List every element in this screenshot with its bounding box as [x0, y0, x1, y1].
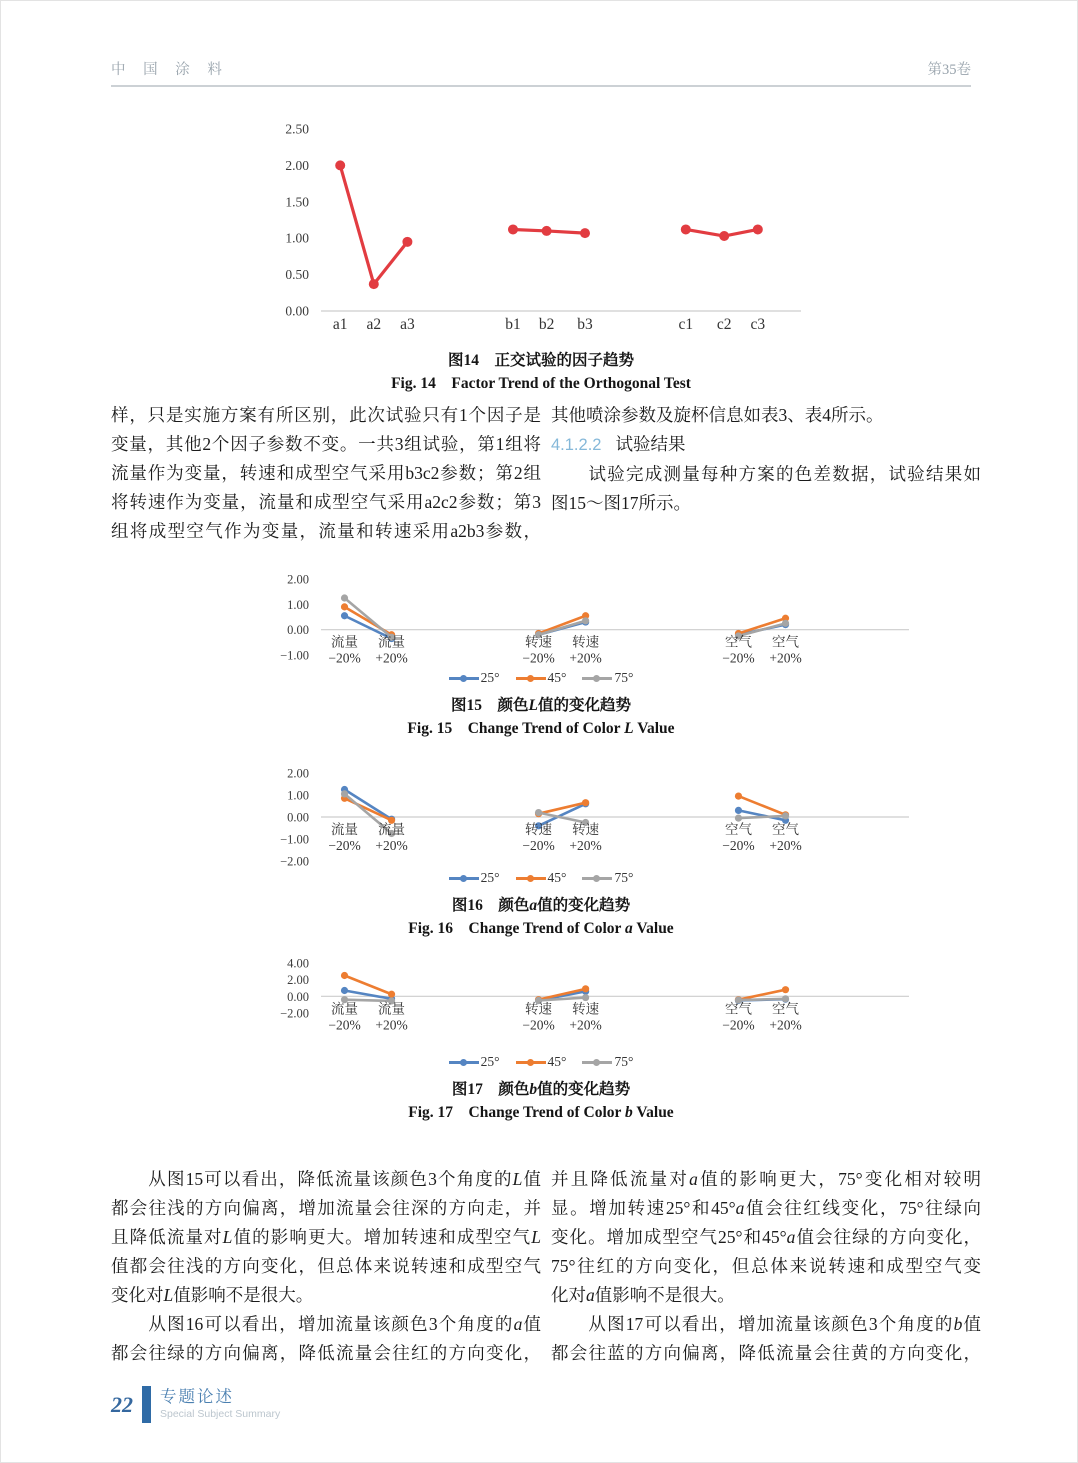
- figure-17: [111, 947, 971, 1124]
- legend-label: 45°: [547, 670, 567, 685]
- text-line: 样，只是实施方案有所区别，此次试验只有1个因子是: [111, 405, 541, 425]
- figure-16: [111, 759, 971, 940]
- legend-item: [582, 870, 633, 886]
- y-tick-label: 1.50: [285, 194, 309, 210]
- text-line: 从图16可以看出，增加流量该颜色3个角度的a值: [111, 1314, 542, 1334]
- y-tick-label: 2.00: [287, 572, 309, 587]
- legend-label: 45°: [547, 870, 567, 885]
- data-point: [508, 224, 518, 234]
- y-tick-label: −2.00: [280, 1006, 309, 1021]
- legend-marker-icon: [516, 1059, 546, 1066]
- x-tick-label: 空气: [724, 1001, 752, 1017]
- x-tick-label: 转速: [572, 1001, 600, 1017]
- legend-dot: [527, 675, 534, 682]
- x-tick-label: c2: [716, 316, 732, 333]
- column-right-bottom: [551, 1165, 981, 1368]
- legend-item: [582, 1054, 633, 1070]
- figure-15: [111, 563, 971, 740]
- y-tick-label: 4.00: [287, 956, 309, 971]
- x-tick-label: c3: [750, 316, 766, 333]
- data-point: [542, 226, 552, 236]
- footer-section: [160, 1386, 280, 1421]
- column-left-bottom: [111, 1165, 541, 1368]
- legend-label: 75°: [614, 1054, 634, 1069]
- x-tick-label: 流量: [378, 634, 406, 650]
- fig15-plot: [241, 563, 941, 667]
- data-point: [341, 594, 348, 601]
- y-tick-label: 0.00: [287, 623, 309, 638]
- legend-marker-icon: [516, 675, 546, 682]
- section-title: 试验结果: [615, 434, 686, 454]
- x-tick-label: −20%: [328, 1017, 361, 1033]
- data-point: [341, 790, 348, 797]
- data-point: [582, 994, 589, 1001]
- fig16-legend: [111, 867, 971, 889]
- x-tick-label: −20%: [722, 1017, 755, 1033]
- text-line: 组将成型空气作为变量，流量和转速采用a2b3参数，: [111, 521, 541, 541]
- x-tick-label: 流量: [331, 1001, 359, 1017]
- data-point: [402, 237, 412, 247]
- y-tick-label: 0.00: [287, 989, 309, 1004]
- data-point: [341, 972, 348, 979]
- y-tick-label: 1.00: [285, 230, 309, 246]
- fig14-caption-cn: 图14 正交试验的因子趋势: [447, 352, 634, 369]
- text-line: 将转速作为变量，流量和成型空气采用a2c2参数；第3: [111, 492, 541, 512]
- x-tick-label: 转速: [525, 1001, 553, 1017]
- section-heading: [551, 430, 981, 460]
- legend-label: 75°: [614, 670, 634, 685]
- fig17-caption-en: Fig. 17 Change Trend of Color b Value: [408, 1104, 674, 1121]
- x-tick-label: +20%: [769, 1017, 802, 1033]
- fig16-caption-en: Fig. 16 Change Trend of Color a Value: [408, 920, 674, 937]
- text-line: 变化。增加成型空气25°和45°a值会往绿的方向变化，: [551, 1227, 982, 1247]
- x-tick-label: 空气: [724, 634, 752, 650]
- fig17-caption-cn: 图17 颜色b值的变化趋势: [451, 1081, 631, 1098]
- series-line: [345, 598, 392, 637]
- fig15-caption-en: Fig. 15 Change Trend of Color L Value: [407, 720, 675, 737]
- data-point: [582, 799, 589, 806]
- fig15-chart: [241, 563, 971, 667]
- legend-dot: [527, 1059, 534, 1066]
- text-line: 从图17可以看出，增加流量该颜色3个角度的b值: [551, 1314, 982, 1334]
- x-tick-label: +20%: [375, 838, 408, 853]
- data-point: [753, 224, 763, 234]
- x-tick-label: 空气: [772, 822, 800, 837]
- legend-label: 45°: [547, 1054, 567, 1069]
- x-tick-label: +20%: [569, 1017, 602, 1033]
- fig16-caption-cn: 图16 颜色a值的变化趋势: [451, 897, 631, 914]
- text-line: 从图15可以看出，降低流量该颜色3个角度的L值: [111, 1169, 542, 1189]
- x-tick-label: a2: [366, 316, 382, 333]
- legend-dot: [593, 1059, 600, 1066]
- section-number: 4.1.2.2: [551, 436, 602, 454]
- x-tick-label: 转速: [525, 822, 553, 837]
- volume-label: 第35卷: [927, 62, 971, 78]
- series-line: [539, 621, 586, 635]
- data-point: [735, 807, 742, 814]
- x-tick-label: 空气: [772, 634, 800, 650]
- x-tick-label: −20%: [522, 1017, 555, 1033]
- legend-item: [449, 1054, 500, 1070]
- legend-item: [516, 670, 567, 686]
- legend-marker-icon: [582, 675, 612, 682]
- x-tick-label: 流量: [331, 822, 359, 837]
- fig15-caption-cn: 图15 颜色L值的变化趋势: [451, 697, 631, 714]
- text-line: 变量，其他2个因子参数不变。一共3组试验，第1组将: [111, 434, 541, 454]
- data-point: [735, 793, 742, 800]
- page-footer: [111, 1386, 280, 1424]
- y-tick-label: 0.50: [285, 267, 309, 283]
- data-point: [782, 812, 789, 819]
- journal-title: 中 国 涂 料: [111, 62, 229, 78]
- text-line: 图15～图17所示。: [551, 493, 691, 513]
- legend-item: [449, 670, 500, 686]
- x-tick-label: c1: [678, 316, 694, 333]
- text-line: 试验完成测量每种方案的色差数据，试验结果如: [551, 464, 981, 484]
- data-point: [335, 160, 345, 170]
- y-tick-label: 0.00: [285, 303, 309, 319]
- legend-marker-icon: [582, 1059, 612, 1066]
- legend-label: 25°: [480, 1054, 500, 1069]
- x-tick-label: 转速: [525, 634, 553, 650]
- column-right-top: [551, 401, 981, 518]
- footer-section-en: Special Subject Summary: [160, 1408, 281, 1420]
- text-line: 显。增加转速25°和45°a值会往红线变化，75°往绿向: [551, 1198, 982, 1218]
- fig16-chart: [241, 759, 971, 867]
- legend-marker-icon: [582, 875, 612, 882]
- data-point: [341, 987, 348, 994]
- fig17-legend: [111, 1051, 971, 1073]
- legend-dot: [593, 875, 600, 882]
- fig15-legend: [111, 667, 971, 689]
- data-point: [735, 815, 742, 822]
- legend-dot: [460, 675, 467, 682]
- page-header: [111, 55, 971, 87]
- x-tick-label: +20%: [375, 650, 408, 666]
- series-line: [340, 165, 407, 284]
- x-tick-label: 流量: [331, 634, 359, 650]
- fig14-chart: [231, 109, 971, 344]
- data-point: [388, 991, 395, 998]
- y-tick-label: 1.00: [287, 597, 309, 612]
- x-tick-label: b2: [538, 316, 555, 333]
- fig14-caption-en: Fig. 14 Factor Trend of the Orthogonal Test: [391, 375, 691, 392]
- y-tick-label: 2.00: [287, 973, 309, 988]
- y-tick-label: −1.00: [280, 648, 309, 663]
- y-tick-label: −2.00: [280, 854, 309, 867]
- x-tick-label: b1: [505, 316, 521, 333]
- figure-14: [111, 109, 971, 395]
- data-point: [782, 620, 789, 627]
- footer-section-cn: 专题论述: [160, 1387, 234, 1406]
- x-tick-label: a3: [400, 316, 415, 333]
- data-point: [582, 985, 589, 992]
- data-point: [369, 279, 379, 289]
- text-line: 都会往蓝的方向偏离，降低流量会往黄的方向变化，: [551, 1343, 981, 1363]
- x-tick-label: −20%: [522, 838, 555, 853]
- x-tick-label: +20%: [569, 838, 602, 853]
- text-line: 并且降低流量对a值的影响更大，75°变化相对较明: [551, 1169, 982, 1189]
- legend-label: 25°: [480, 670, 500, 685]
- x-tick-label: +20%: [769, 838, 802, 853]
- x-tick-label: 空气: [772, 1001, 800, 1017]
- x-tick-label: a1: [332, 316, 348, 333]
- x-tick-label: −20%: [328, 838, 361, 853]
- legend-label: 75°: [614, 870, 634, 885]
- paragraph: [551, 460, 981, 518]
- legend-dot: [460, 1059, 467, 1066]
- text-line: 75°往红的方向变化，但总体来说转速和成型空气变: [551, 1256, 981, 1276]
- legend-item: [516, 1054, 567, 1070]
- page-number: 22: [111, 1392, 133, 1417]
- y-tick-label: −1.00: [280, 832, 309, 847]
- data-point: [535, 809, 542, 816]
- text-line: 其他喷涂参数及旋杯信息如表3、表4所示。: [551, 405, 884, 425]
- x-tick-label: b3: [577, 316, 593, 333]
- legend-marker-icon: [449, 1059, 479, 1066]
- data-point: [580, 228, 590, 238]
- legend-marker-icon: [516, 875, 546, 882]
- x-tick-label: 转速: [572, 634, 600, 650]
- data-point: [719, 231, 729, 241]
- x-tick-label: 流量: [378, 1001, 406, 1017]
- text-line: 且降低流量对L值的影响更大。增加转速和成型空气L: [111, 1227, 542, 1247]
- text-line: 化对a值影响不是很大。: [551, 1285, 735, 1305]
- x-tick-label: +20%: [569, 650, 602, 666]
- legend-item: [449, 870, 500, 886]
- x-tick-label: −20%: [722, 838, 755, 853]
- text-line: 流量作为变量，转速和成型空气采用b3c2参数；第2组: [111, 463, 541, 483]
- text-line: 都会往绿的方向偏离，降低流量会往红的方向变化，: [111, 1343, 541, 1363]
- data-point: [341, 603, 348, 610]
- series-line: [738, 999, 785, 1000]
- legend-label: 25°: [480, 870, 500, 885]
- data-point: [341, 612, 348, 619]
- y-tick-label: 2.50: [285, 121, 309, 137]
- legend-dot: [527, 875, 534, 882]
- x-tick-label: 流量: [378, 822, 406, 837]
- fig17-plot: [241, 947, 941, 1047]
- legend-dot: [460, 875, 467, 882]
- x-tick-label: 转速: [572, 822, 600, 837]
- text-line: 变化对L值影响不是很大。: [111, 1285, 314, 1305]
- data-point: [582, 617, 589, 624]
- legend-marker-icon: [449, 675, 479, 682]
- text-line: 值都会往浅的方向变化，但总体来说转速和成型空气: [111, 1256, 541, 1276]
- y-tick-label: 1.00: [287, 788, 309, 803]
- y-tick-label: 2.00: [285, 157, 309, 173]
- legend-item: [582, 670, 633, 686]
- footer-bar: [142, 1386, 151, 1423]
- fig17-chart: [241, 947, 971, 1047]
- x-tick-label: +20%: [769, 650, 802, 666]
- legend-marker-icon: [449, 875, 479, 882]
- x-tick-label: 空气: [724, 822, 752, 837]
- text-line: 都会往浅的方向偏离，增加流量会往深的方向走，并: [111, 1198, 541, 1218]
- x-tick-label: −20%: [722, 650, 755, 666]
- data-point: [681, 224, 691, 234]
- fig16-plot: [241, 759, 941, 867]
- y-tick-label: 2.00: [287, 766, 309, 781]
- legend-dot: [593, 675, 600, 682]
- fig14-plot: [231, 109, 811, 344]
- legend-item: [516, 870, 567, 886]
- x-tick-label: −20%: [522, 650, 555, 666]
- data-point: [782, 986, 789, 993]
- x-tick-label: −20%: [328, 650, 361, 666]
- x-tick-label: +20%: [375, 1017, 408, 1033]
- paragraph: [551, 401, 981, 430]
- y-tick-label: 0.00: [287, 810, 309, 825]
- column-left-top: [111, 401, 541, 546]
